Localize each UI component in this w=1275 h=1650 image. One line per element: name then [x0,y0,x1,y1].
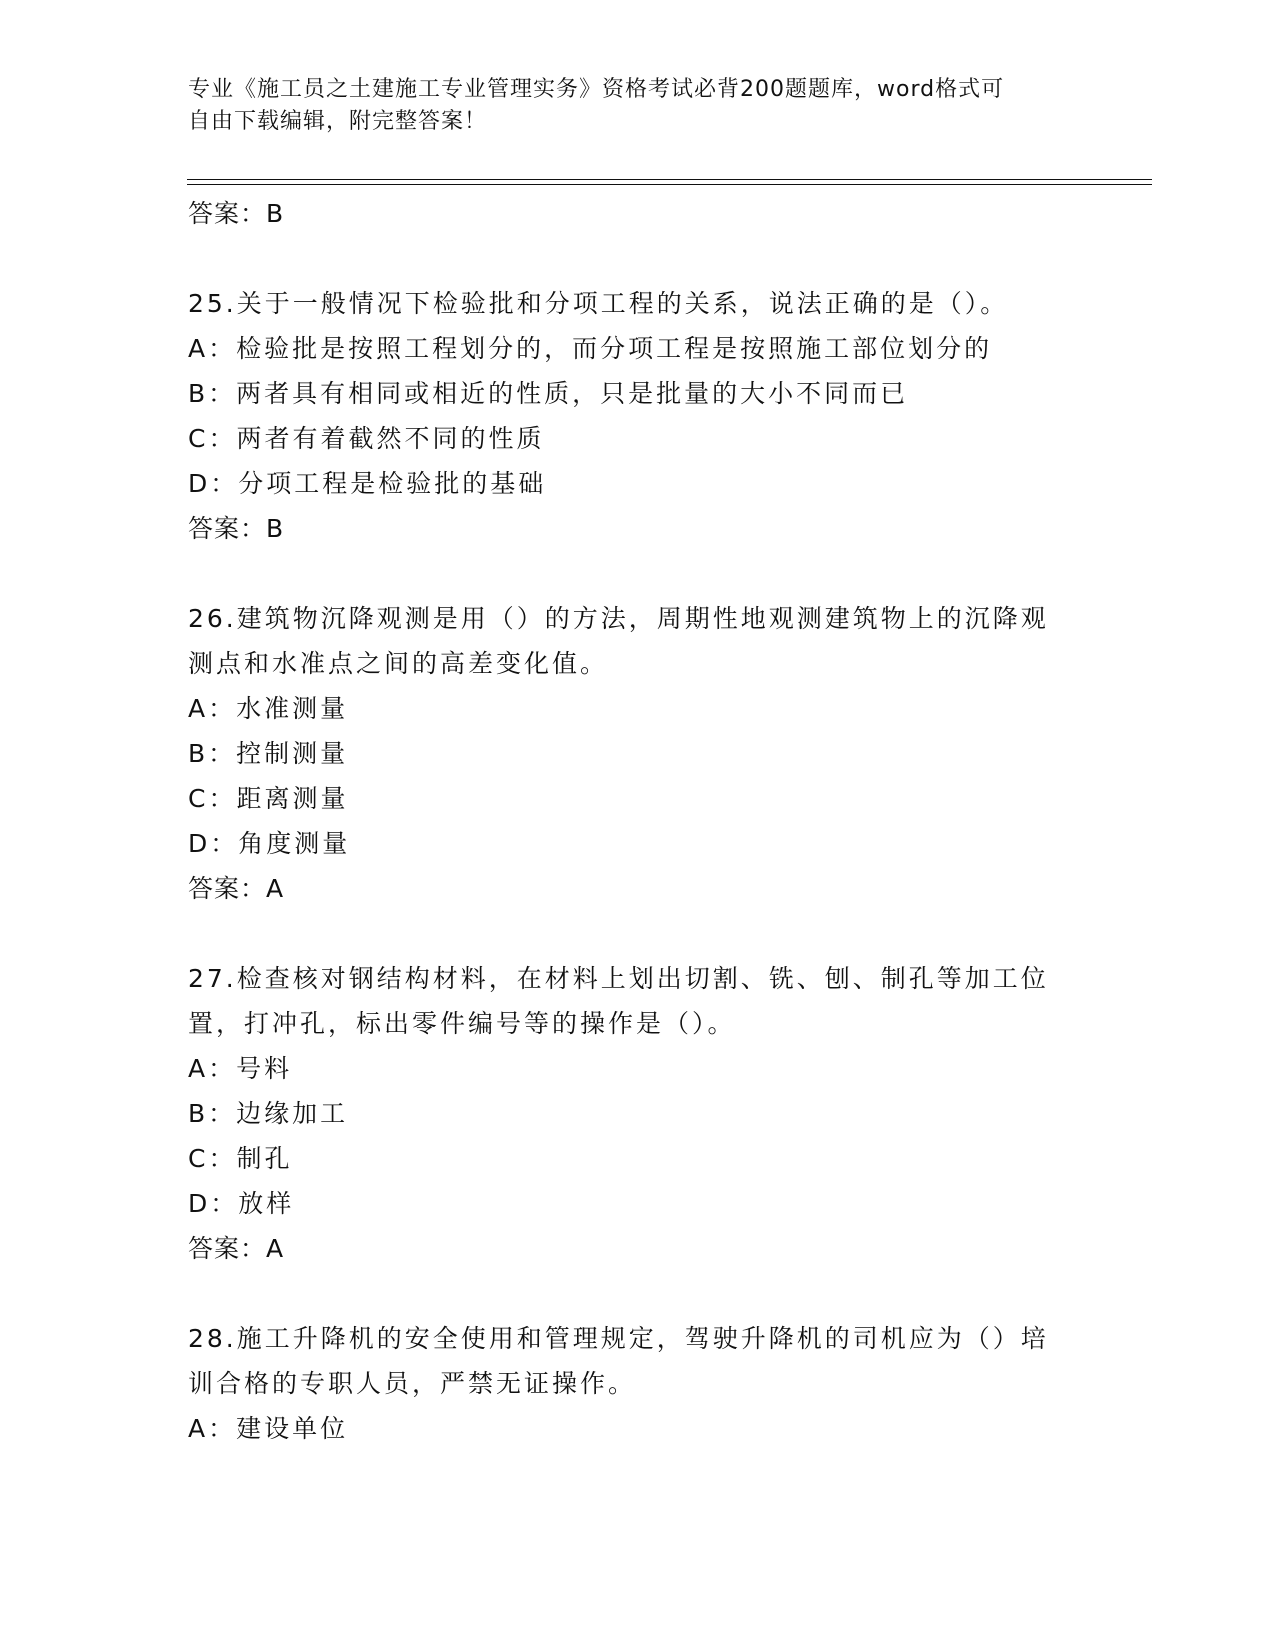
option-c: C：距离测量 [188,784,349,813]
option-a: A：号料 [188,1054,293,1083]
option-b: B：边缘加工 [188,1099,349,1128]
question-26 [188,596,1073,911]
header-line-2: 自由下载编辑，附完整答案！ [188,109,488,134]
question-stem: 27.检查核对钢结构材料，在材料上划出切割、铣、刨、制孔等加工位置，打冲孔，标出零件编号等的操作是（）。 [188,964,1049,1038]
answer-line: 答案：B [188,514,285,543]
option-d: D：放样 [188,1189,295,1218]
option-a: A：建设单位 [188,1414,349,1443]
question-25 [188,281,1073,551]
header-rule-top [187,179,1152,180]
option-b: B：两者具有相同或相近的性质，只是批量的大小不同而已 [188,379,909,408]
question-28 [188,1316,1073,1451]
header-line-1: 专业《施工员之土建施工专业管理实务》资格考试必背200题题库，word格式可 [188,77,1005,102]
question-stem: 28.施工升降机的安全使用和管理规定，驾驶升降机的司机应为（）培训合格的专职人员，严禁无证操作。 [188,1324,1049,1398]
option-d: D：分项工程是检验批的基础 [188,469,547,498]
header-rule-bottom [187,184,1152,185]
question-stem: 25.关于一般情况下检验批和分项工程的关系，说法正确的是（）。 [188,289,1009,318]
option-a: A：检验批是按照工程划分的，而分项工程是按照施工部位划分的 [188,334,993,363]
answer-line: 答案：A [188,874,285,903]
question-stem: 26.建筑物沉降观测是用（）的方法，周期性地观测建筑物上的沉降观测点和水准点之间的高差变化值。 [188,604,1049,678]
question-27 [188,956,1073,1271]
option-d: D：角度测量 [188,829,351,858]
document-header [188,74,1068,138]
option-c: C：两者有着截然不同的性质 [188,424,545,453]
option-c: C：制孔 [188,1144,293,1173]
answer-line: 答案：A [188,1234,285,1263]
option-b: B：控制测量 [188,739,349,768]
option-a: A：水准测量 [188,694,349,723]
answer-line: 答案：B [188,199,285,228]
document-body [188,191,1073,1451]
